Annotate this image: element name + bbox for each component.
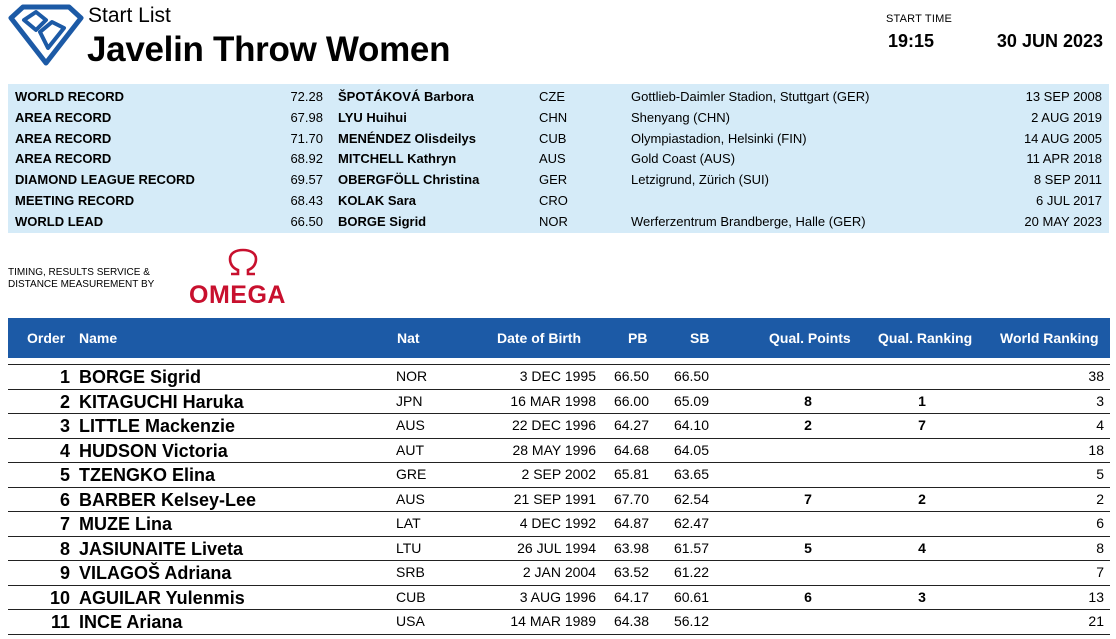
athlete-world-ranking: 13 bbox=[1088, 588, 1104, 605]
table-row bbox=[8, 414, 1110, 439]
athlete-qual-ranking: 7 bbox=[918, 417, 926, 433]
record-row bbox=[8, 191, 1109, 212]
athlete-name: JASIUNAITE Liveta bbox=[79, 538, 244, 559]
athlete-sb: 63.65 bbox=[673, 466, 709, 482]
table-row bbox=[8, 586, 1110, 611]
athlete-dob: 14 MAR 1989 bbox=[510, 613, 596, 629]
record-type: AREA RECORD bbox=[15, 130, 112, 146]
timing-credit-line-1: TIMING, RESULTS SERVICE & bbox=[8, 267, 150, 278]
athlete-qual-points: 2 bbox=[804, 417, 812, 433]
athlete-nat: AUS bbox=[396, 417, 425, 433]
athlete-name: BORGE Sigrid bbox=[79, 367, 202, 387]
athlete-name: LITTLE Mackenzie bbox=[79, 416, 236, 436]
athlete-nat: LTU bbox=[396, 539, 422, 556]
record-date: 11 APR 2018 bbox=[1026, 151, 1102, 167]
athlete-sb: 62.54 bbox=[673, 490, 709, 507]
col-pb: PB bbox=[628, 330, 648, 346]
athlete-order: 9 bbox=[59, 563, 70, 583]
record-mark: 71.70 bbox=[290, 130, 323, 146]
athlete-world-ranking: 4 bbox=[1096, 417, 1104, 433]
athlete-order: 10 bbox=[49, 587, 70, 608]
col-qual-points: Qual. Points bbox=[769, 330, 851, 346]
record-row bbox=[8, 87, 1109, 108]
record-holder: LYU Huihui bbox=[338, 109, 407, 125]
col-nat: Nat bbox=[397, 330, 420, 346]
diamond-league-logo-icon bbox=[8, 4, 84, 66]
record-mark: 68.43 bbox=[290, 192, 323, 208]
table-row bbox=[8, 512, 1110, 537]
athlete-order: 1 bbox=[59, 367, 70, 387]
athlete-order: 3 bbox=[59, 416, 70, 436]
col-name: Name bbox=[79, 330, 118, 346]
athlete-dob: 26 JUL 1994 bbox=[517, 539, 596, 556]
athlete-sb: 64.10 bbox=[673, 417, 709, 433]
record-date: 14 AUG 2005 bbox=[1023, 130, 1102, 146]
table-row bbox=[8, 463, 1110, 488]
page-subtitle: Start List bbox=[88, 4, 171, 27]
timing-credit-line-2: DISTANCE MEASUREMENT BY bbox=[8, 279, 155, 290]
athlete-nat: NOR bbox=[396, 368, 428, 384]
record-nat: GER bbox=[539, 172, 568, 188]
athlete-nat: AUS bbox=[396, 490, 425, 507]
record-row bbox=[8, 108, 1109, 129]
athlete-dob: 16 MAR 1998 bbox=[510, 392, 596, 409]
athlete-sb: 64.05 bbox=[673, 441, 709, 458]
athlete-nat: USA bbox=[396, 613, 425, 629]
record-row bbox=[8, 212, 1109, 233]
record-mark: 69.57 bbox=[290, 172, 323, 188]
record-mark: 72.28 bbox=[290, 89, 323, 104]
record-mark: 68.92 bbox=[290, 151, 323, 167]
athlete-name: AGUILAR Yulenmis bbox=[79, 587, 245, 608]
table-header bbox=[8, 318, 1110, 358]
col-dob: Date of Birth bbox=[497, 330, 581, 346]
record-holder: BORGE Sigrid bbox=[338, 213, 427, 229]
col-world-ranking: World Ranking bbox=[1000, 330, 1099, 346]
athlete-sb: 60.61 bbox=[673, 588, 709, 605]
athlete-dob: 28 MAY 1996 bbox=[512, 441, 596, 458]
record-venue: Werferzentrum Brandberge, Halle (GER) bbox=[631, 213, 866, 229]
record-row bbox=[8, 149, 1109, 170]
record-holder: KOLAK Sara bbox=[338, 192, 417, 208]
athlete-order: 8 bbox=[59, 538, 70, 559]
event-date: 30 JUN 2023 bbox=[996, 31, 1103, 51]
athlete-order: 6 bbox=[59, 489, 70, 510]
athlete-name: INCE Ariana bbox=[79, 612, 183, 632]
col-qual-ranking: Qual. Ranking bbox=[878, 330, 973, 346]
record-mark: 66.50 bbox=[290, 213, 323, 229]
record-type: AREA RECORD bbox=[15, 151, 112, 167]
athlete-sb: 62.47 bbox=[673, 515, 709, 531]
record-venue: Letzigrund, Zürich (SUI) bbox=[631, 172, 769, 188]
athlete-sb: 66.50 bbox=[673, 368, 709, 384]
athlete-nat: CUB bbox=[396, 588, 426, 605]
athlete-pb: 66.50 bbox=[613, 368, 649, 384]
athlete-pb: 67.70 bbox=[613, 490, 649, 507]
athlete-qual-ranking: 2 bbox=[918, 490, 926, 507]
athlete-pb: 63.52 bbox=[613, 564, 649, 580]
col-order: Order bbox=[27, 330, 66, 346]
record-holder: MENÉNDEZ Olisdeilys bbox=[338, 130, 476, 146]
athlete-world-ranking: 7 bbox=[1096, 564, 1104, 580]
athlete-world-ranking: 3 bbox=[1096, 392, 1104, 409]
record-venue: Gold Coast (AUS) bbox=[631, 151, 736, 167]
table-row bbox=[8, 488, 1110, 513]
athlete-world-ranking: 18 bbox=[1088, 441, 1104, 458]
record-nat: CZE bbox=[539, 89, 565, 104]
table-row bbox=[8, 365, 1110, 390]
start-list-table bbox=[8, 364, 1110, 635]
omega-symbol-icon bbox=[227, 248, 259, 276]
athlete-world-ranking: 2 bbox=[1096, 490, 1104, 507]
timing-credit bbox=[8, 267, 168, 291]
athlete-pb: 64.68 bbox=[613, 441, 649, 458]
athlete-dob: 3 AUG 1996 bbox=[519, 588, 596, 605]
record-nat: CUB bbox=[539, 130, 567, 146]
athlete-qual-points: 7 bbox=[804, 490, 812, 507]
record-type: MEETING RECORD bbox=[15, 192, 135, 208]
athlete-nat: LAT bbox=[396, 515, 421, 531]
record-holder: OBERGFÖLL Christina bbox=[338, 172, 480, 188]
omega-logo: OMEGA bbox=[189, 281, 286, 309]
athlete-world-ranking: 21 bbox=[1088, 613, 1104, 629]
athlete-dob: 4 DEC 1992 bbox=[519, 515, 596, 531]
athlete-name: BARBER Kelsey-Lee bbox=[79, 489, 257, 510]
athlete-order: 2 bbox=[59, 391, 70, 412]
athlete-dob: 2 SEP 2002 bbox=[521, 466, 596, 482]
athlete-pb: 64.38 bbox=[613, 613, 649, 629]
athlete-world-ranking: 8 bbox=[1096, 539, 1104, 556]
records-panel bbox=[8, 84, 1109, 233]
athlete-nat: AUT bbox=[396, 441, 424, 458]
athlete-name: HUDSON Victoria bbox=[79, 440, 228, 461]
athlete-world-ranking: 38 bbox=[1088, 368, 1104, 384]
athlete-dob: 22 DEC 1996 bbox=[511, 417, 596, 433]
athlete-qual-points: 5 bbox=[804, 539, 812, 556]
table-row bbox=[8, 561, 1110, 586]
athlete-order: 7 bbox=[59, 514, 70, 534]
athlete-pb: 66.00 bbox=[613, 392, 649, 409]
record-date: 6 JUL 2017 bbox=[1035, 192, 1102, 208]
athlete-dob: 3 DEC 1995 bbox=[519, 368, 596, 384]
record-type: WORLD LEAD bbox=[15, 213, 104, 229]
record-date: 13 SEP 2008 bbox=[1025, 89, 1102, 104]
start-time-label: START TIME bbox=[886, 13, 952, 25]
record-nat: NOR bbox=[539, 213, 568, 229]
record-date: 2 AUG 2019 bbox=[1031, 109, 1102, 125]
athlete-sb: 61.57 bbox=[673, 539, 709, 556]
table-row bbox=[8, 390, 1110, 415]
athlete-dob: 21 SEP 1991 bbox=[513, 490, 596, 507]
record-type: DIAMOND LEAGUE RECORD bbox=[15, 172, 195, 188]
athlete-pb: 64.27 bbox=[613, 417, 649, 433]
record-venue: Shenyang (CHN) bbox=[631, 109, 730, 125]
athlete-sb: 65.09 bbox=[673, 392, 709, 409]
table-row bbox=[8, 610, 1110, 635]
athlete-dob: 2 JAN 2004 bbox=[522, 564, 596, 580]
athlete-pb: 65.81 bbox=[613, 466, 649, 482]
record-venue: Olympiastadion, Helsinki (FIN) bbox=[631, 130, 807, 146]
athlete-world-ranking: 5 bbox=[1096, 466, 1104, 482]
athlete-nat: GRE bbox=[396, 466, 427, 482]
athlete-name: MUZE Lina bbox=[79, 514, 172, 534]
athlete-name: KITAGUCHI Haruka bbox=[79, 391, 244, 412]
athlete-qual-ranking: 3 bbox=[918, 588, 926, 605]
record-type: AREA RECORD bbox=[15, 109, 112, 125]
record-date: 20 MAY 2023 bbox=[1024, 213, 1102, 229]
athlete-nat: JPN bbox=[396, 392, 423, 409]
athlete-nat: SRB bbox=[396, 564, 425, 580]
athlete-order: 11 bbox=[50, 612, 70, 632]
record-row bbox=[8, 170, 1109, 191]
record-nat: AUS bbox=[539, 151, 566, 167]
athlete-qual-ranking: 4 bbox=[918, 539, 926, 556]
col-sb: SB bbox=[690, 330, 710, 346]
athlete-pb: 64.17 bbox=[613, 588, 649, 605]
athlete-order: 5 bbox=[59, 465, 70, 485]
page-title: Javelin Throw Women bbox=[87, 30, 451, 69]
athlete-sb: 61.22 bbox=[673, 564, 709, 580]
athlete-order: 4 bbox=[59, 440, 70, 461]
record-venue: Gottlieb-Daimler Stadion, Stuttgart (GER) bbox=[631, 89, 870, 104]
athlete-sb: 56.12 bbox=[673, 613, 709, 629]
athlete-world-ranking: 6 bbox=[1096, 515, 1104, 531]
record-date: 8 SEP 2011 bbox=[1033, 172, 1102, 188]
athlete-qual-points: 6 bbox=[804, 588, 812, 605]
athlete-pb: 64.87 bbox=[613, 515, 649, 531]
record-type: WORLD RECORD bbox=[15, 89, 125, 104]
athlete-qual-points: 8 bbox=[804, 392, 812, 409]
record-nat: CRO bbox=[539, 192, 568, 208]
athlete-name: VILAGOŠ Adriana bbox=[79, 563, 232, 583]
athlete-name: TZENGKO Elina bbox=[79, 465, 216, 485]
record-row bbox=[8, 129, 1109, 150]
record-holder: ŠPOTÁKOVÁ Barbora bbox=[338, 89, 474, 104]
record-holder: MITCHELL Kathryn bbox=[338, 151, 457, 167]
start-time: 19:15 bbox=[888, 31, 935, 51]
table-row bbox=[8, 537, 1110, 562]
record-nat: CHN bbox=[539, 109, 568, 125]
record-mark: 67.98 bbox=[290, 109, 323, 125]
table-row bbox=[8, 439, 1110, 464]
athlete-qual-ranking: 1 bbox=[918, 392, 926, 409]
athlete-pb: 63.98 bbox=[613, 539, 649, 556]
